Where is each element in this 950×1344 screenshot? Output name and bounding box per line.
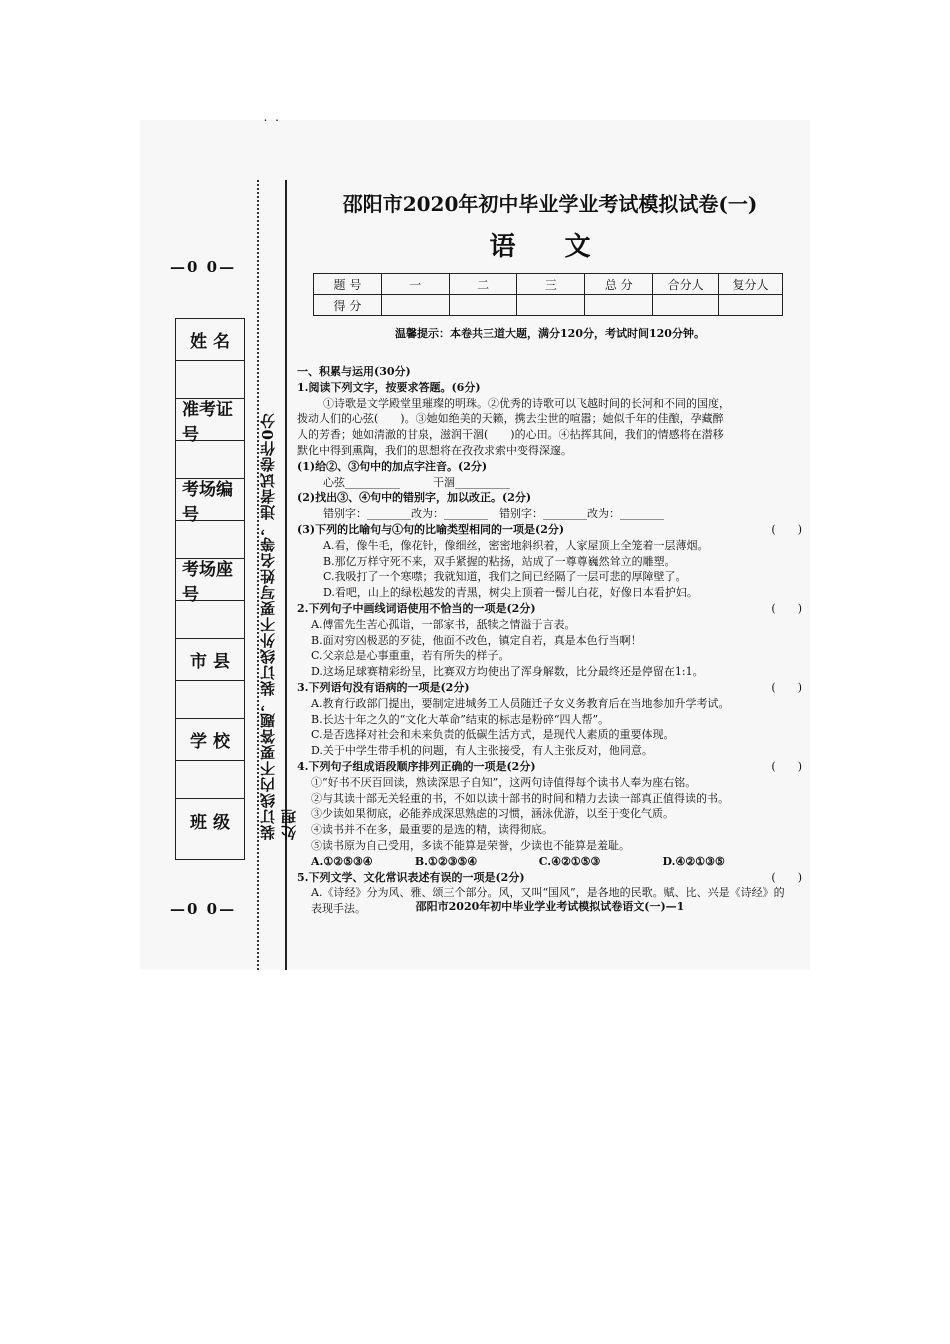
- section-heading: 一、积累与运用(30分): [297, 365, 411, 378]
- option-line: 表现手法。: [311, 902, 366, 916]
- page-footer: 邵阳市2020年初中毕业学业考试模拟试卷语文(一)—1: [415, 900, 685, 913]
- score-header-cell: 复分人: [719, 274, 783, 295]
- score-row-label: 得 分: [314, 295, 382, 316]
- passage-line: ①诗歌是文学殿堂里璀璨的明珠。②优秀的诗歌可以飞越时间的长河和不同的国度，: [323, 396, 730, 410]
- field-exam-id-label: 准考证号: [176, 399, 244, 441]
- sentence-line: ①“好书不厌百回读，熟读深思子自知”，这两句诗值得每个读书人奉为座右铭。: [311, 775, 697, 789]
- score-cell[interactable]: [517, 295, 585, 316]
- score-header-cell: 总 分: [585, 274, 653, 295]
- answer-blanks[interactable]: 错别字：________改为：________ 错别字：________改为：________: [323, 507, 664, 521]
- field-class-label: 班 级: [190, 812, 230, 833]
- score-cell[interactable]: [653, 295, 719, 316]
- option-line: C.是否选择对社会和未来负责的低碳生活方式，是现代人素质的重要体现。: [311, 728, 675, 742]
- field-city-label: 市 县: [176, 639, 244, 681]
- answer-bracket[interactable]: ( ): [771, 759, 802, 773]
- question-stem: 5.下列文学、文化常识表述有误的一项是(2分): [297, 870, 525, 884]
- field-exam-id-blank[interactable]: [176, 441, 244, 479]
- option-line: A.教育行政部门提出，要制定进城务工人员随迁子女义务教育后在当地参加升学考试。: [311, 696, 730, 710]
- option-line: A.傅雷先生苦心孤诣，一部家书，舐犊之情溢于言表。: [311, 617, 576, 631]
- score-header-cell: 题 号: [314, 274, 382, 295]
- exam-content: [297, 364, 802, 917]
- score-header-cell: 一: [381, 274, 449, 295]
- binding-warning-text: 装订线内不要答题，装订线外不要写姓名等，违者试卷作0分处理: [259, 412, 298, 840]
- sub-question: (3)下列的比喻句与①句的比喻类型相同的一项是(2分): [297, 522, 565, 536]
- field-school-label: 学 校: [176, 719, 244, 761]
- passage-line: 人的芳香；她如清澈的甘泉，滋润干涸( )的心田。④拈挥其间，我们的情感将在潜移: [297, 428, 724, 442]
- field-room-no-blank[interactable]: [176, 521, 244, 559]
- field-school-blank[interactable]: [176, 761, 244, 799]
- sub-question: (1)给②、③句中的加点字注音。(2分): [297, 459, 488, 473]
- sentence-line: ③少读如果彻底，必能养成深思熟虑的习惯，涵泳优游，以至于变化气质。: [311, 807, 674, 821]
- choice-c: C.④②①⑤③: [538, 854, 601, 868]
- field-name-label: 姓 名: [176, 319, 244, 361]
- answer-bracket[interactable]: ( ): [771, 680, 802, 694]
- score-header-cell: 二: [449, 274, 517, 295]
- option-line: C.父亲总是心事重重，若有所失的样子。: [311, 649, 510, 663]
- answer-bracket[interactable]: ( ): [771, 870, 802, 884]
- option-line: A.《诗经》分为风、雅、颂三个部分。风，又叫“国风”，是各地的民歌。赋、比、兴是《诗经》的: [311, 886, 785, 900]
- exam-tip: 温馨提示：本卷共三道大题，满分120分，考试时间120分钟。: [395, 327, 705, 340]
- option-line: C.我吸打了一个寒噤；我就知道，我们之间已经隔了一层可悲的厚障壁了。: [323, 570, 687, 584]
- field-name-blank[interactable]: [176, 361, 244, 399]
- score-header-cell: 合分人: [653, 274, 719, 295]
- answer-blanks[interactable]: 心弦__________ 干涸__________: [323, 475, 510, 489]
- option-line: B.长达十年之久的“文化大革命”结束的标志是粉碎“四人帮”。: [311, 712, 610, 726]
- binding-solid-line: [285, 180, 287, 970]
- exam-title: 邵阳市2020年初中毕业学业考试模拟试卷(一): [342, 192, 758, 216]
- option-line: D.这场足球赛精彩纷呈，比赛双方均使出了浑身解数，比分最终还是停留在1:1。: [311, 665, 704, 679]
- option-line: B.面对穷凶极恶的歹徒，他面不改色，镇定自若，真是本色行当啊！: [311, 633, 642, 647]
- choice-a: A.①②⑤③④: [311, 854, 373, 868]
- score-cell[interactable]: [585, 295, 653, 316]
- sentence-line: ⑤读书原为自己受用，多读不能算是荣誉，少读也不能算是羞耻。: [311, 838, 630, 852]
- exam-subject: 语 文: [489, 232, 611, 262]
- sub-question: (2)找出③、④句中的错别字，加以改正。(2分): [297, 491, 532, 505]
- choice-d: D.④②①③⑤: [662, 854, 725, 868]
- answer-bracket[interactable]: ( ): [771, 601, 802, 615]
- passage-line: 拨动人们的心弦( )。③她如绝美的天籁，携去尘世的喧嚣；她似千年的佳酿，孕藏醉: [297, 412, 724, 426]
- question-stem: 4.下列句子组成语段顺序排列正确的一项是(2分): [297, 759, 536, 773]
- score-cell[interactable]: [719, 295, 783, 316]
- sentence-line: ④读书并不在多，最重要的是选的精，读得彻底。: [311, 823, 553, 837]
- question-stem: 3.下列语句没有语病的一项是(2分): [297, 680, 470, 694]
- option-line: D.关于中学生带手机的问题，有人主张接受，有人主张反对，他同意。: [311, 744, 653, 758]
- field-room-no-label: 考场编号: [176, 479, 244, 521]
- option-line: A.看，像牛毛，像花针，像细丝，密密地斜织着，人家屋顶上全笼着一层薄烟。: [323, 538, 709, 552]
- passage-line: 默化中得到熏陶，我们的思想将在孜孜求索中变得深邃。: [297, 443, 572, 457]
- binding-info-column: [175, 318, 245, 860]
- option-line: B.那亿万样守死不来，双手紧握的粘扬，站成了一尊尊巍然耸立的雕塑。: [323, 554, 676, 568]
- binding-mark-bottom: —0 0—: [170, 900, 237, 918]
- score-header-cell: 三: [517, 274, 585, 295]
- scan-speck: ˙ ˙: [262, 118, 281, 134]
- choice-b: B.①②③⑤④: [414, 854, 478, 868]
- field-city-blank[interactable]: [176, 681, 244, 719]
- score-table: [313, 273, 783, 316]
- score-cell[interactable]: [449, 295, 517, 316]
- answer-bracket[interactable]: ( ): [771, 522, 802, 536]
- score-cell[interactable]: [381, 295, 449, 316]
- binding-mark-top: —0 0—: [170, 258, 237, 276]
- question-stem: 2.下列句子中画线词语使用不恰当的一项是(2分): [297, 601, 536, 615]
- field-seat-no-blank[interactable]: [176, 601, 244, 639]
- sentence-line: ②与其读十部无关轻重的书，不如以读十部书的时间和精力去读一部真正值得读的书。: [311, 791, 729, 805]
- question-stem: 1.阅读下列文字，按要求答题。(6分): [297, 380, 481, 394]
- option-line: D.看吧，山上的绿松越发的青黑，树尖上顶着一髻儿白花，好像日本看护妇。: [323, 586, 698, 600]
- field-seat-no-label: 考场座号: [176, 559, 244, 601]
